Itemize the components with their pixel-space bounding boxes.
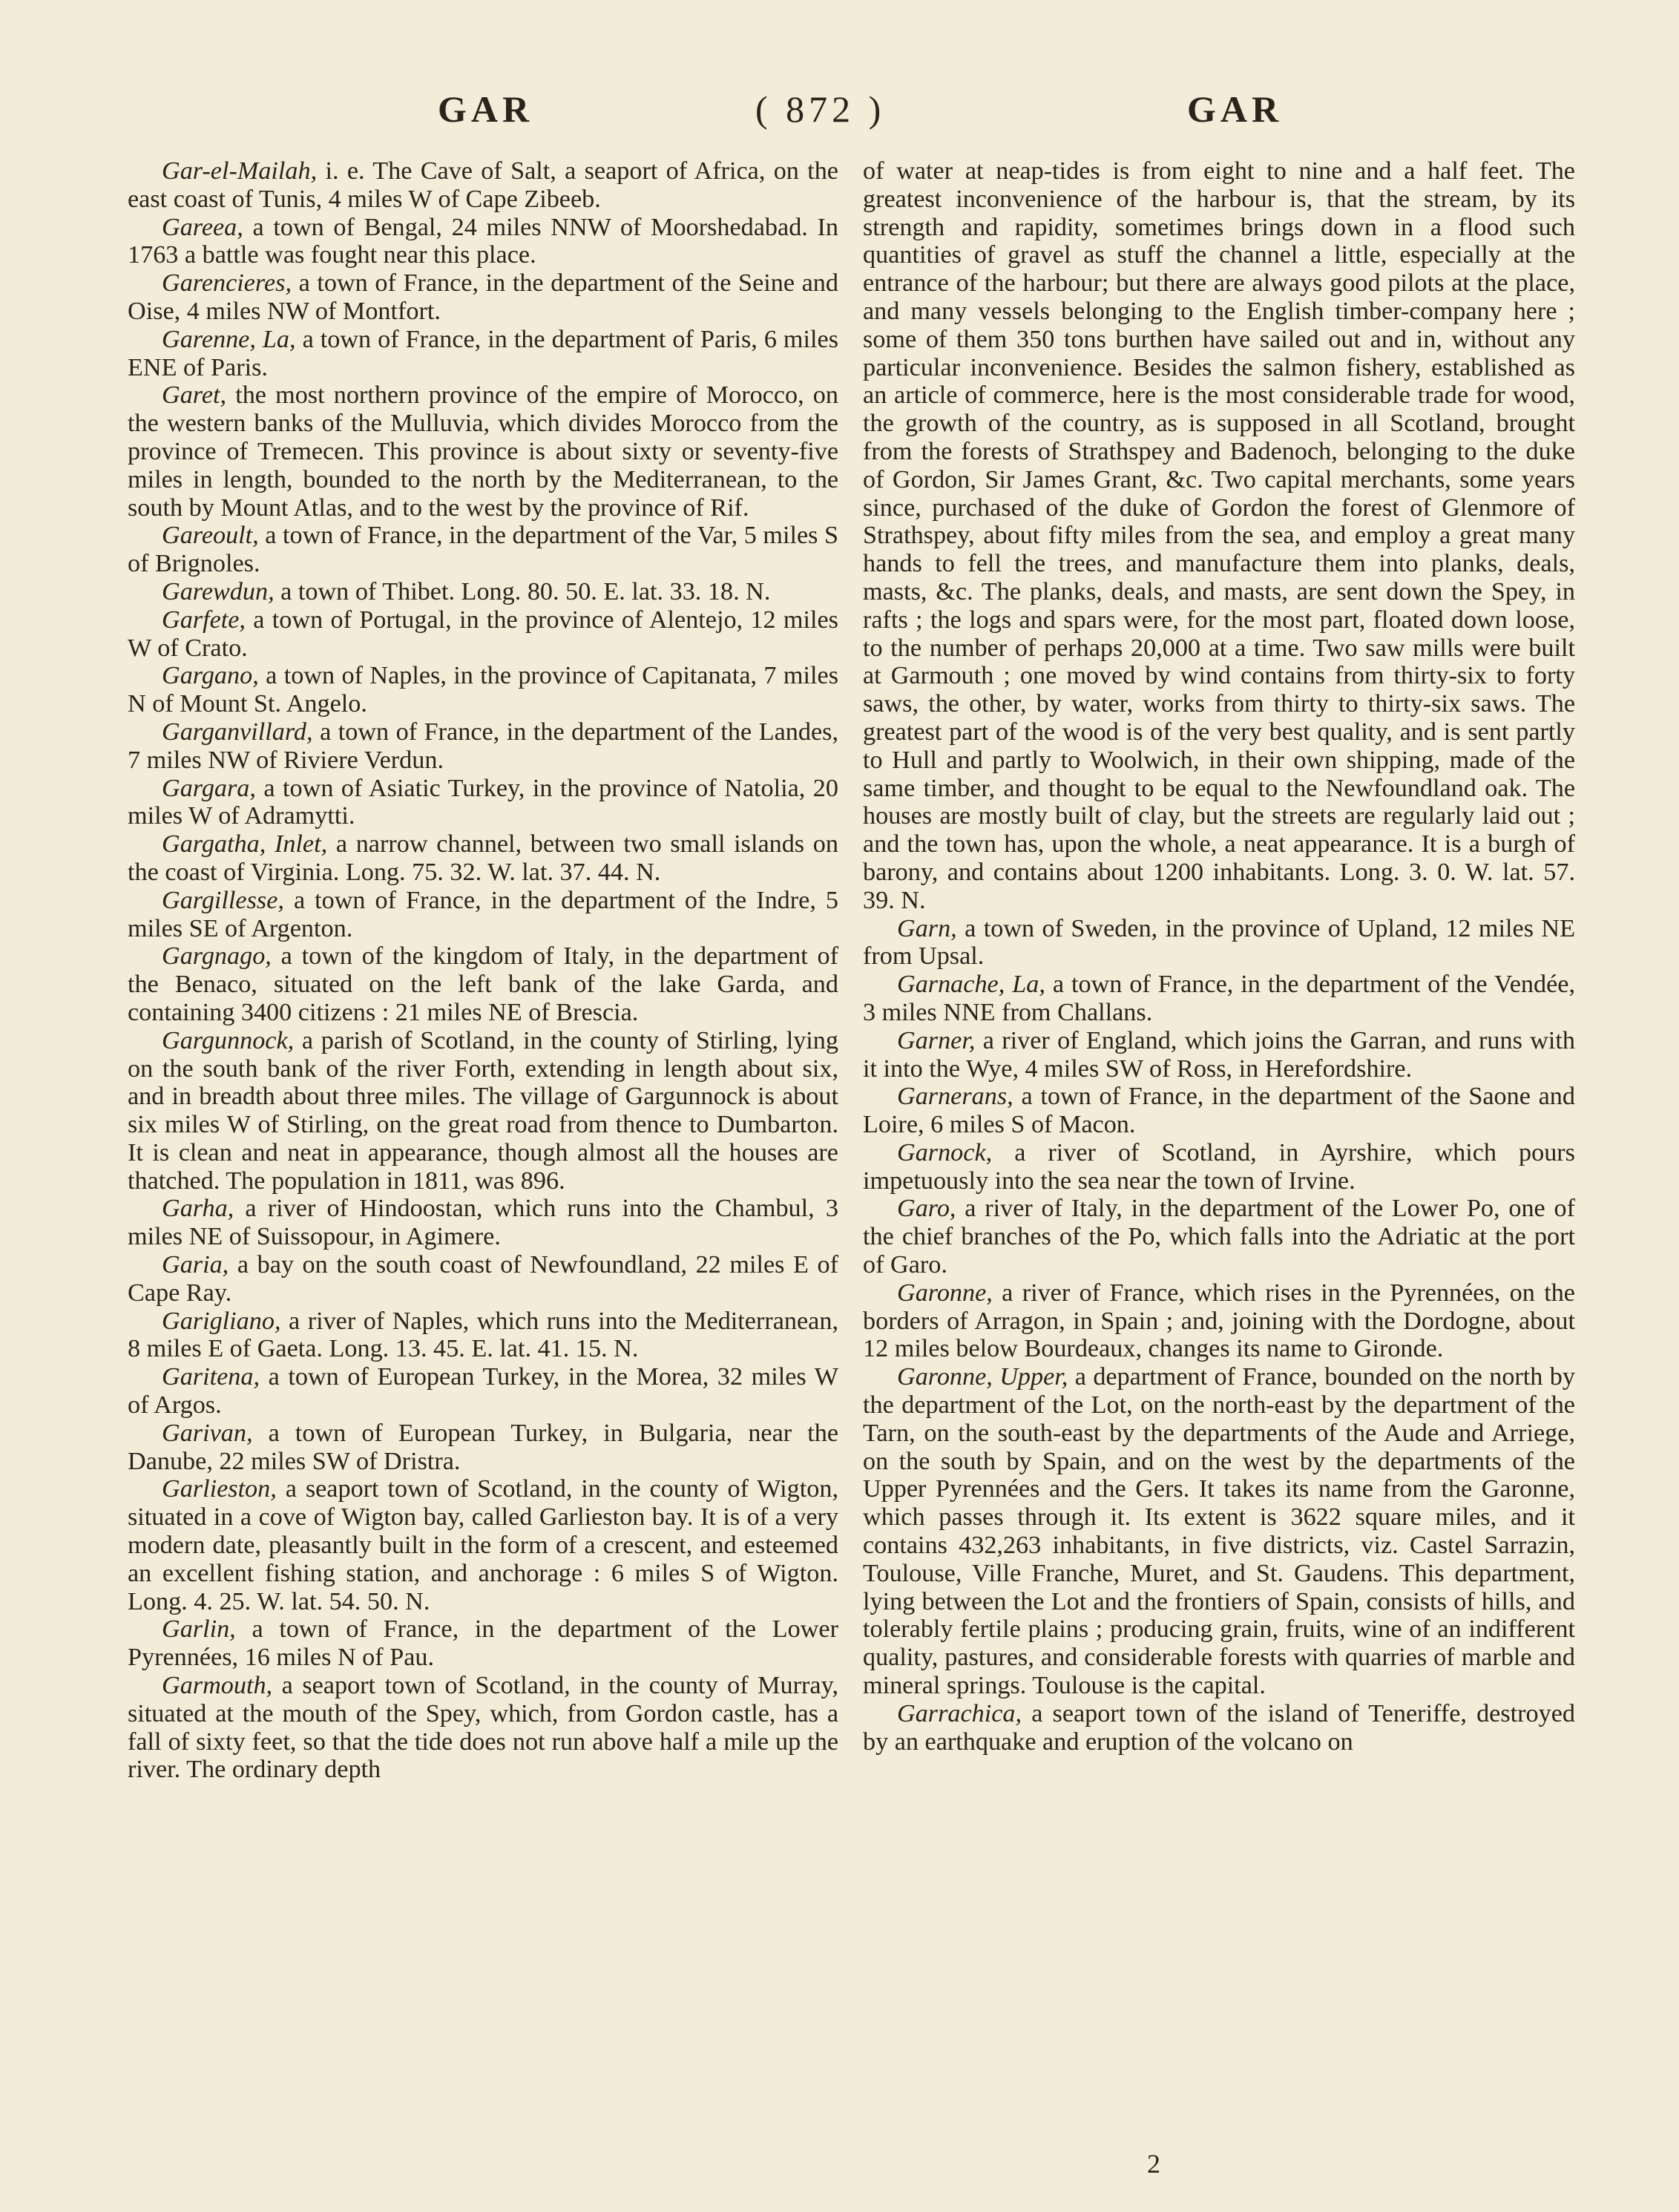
gazetteer-entry [863, 1083, 1575, 1139]
header-left: GAR [438, 88, 534, 130]
gazetteer-entry [128, 606, 838, 663]
entry-text: a parish of Scotland, in the county of Stirling, lying on the south bank of the river Forth, extending in length about six, and in breadth about three miles. The village of Gargunnock is about six miles W of Stirling, on the great road from thence to Dumbarton. It is clean and neat in appearance, though almost all the houses are thatched. The population in 1811, was 896. [128, 1026, 838, 1195]
entry-headword: Garganvillard, [162, 718, 313, 746]
entry-text: a town of France, in the department of the Var, 5 miles S of Brignoles. [128, 522, 839, 578]
entry-text: a river of France, which rises in the Pyrennées, on the borders of Arragon, in Spain ; and, joining with the Dordogne, about 12 miles below Bourdeaux, changes its name to Gironde. [863, 1279, 1575, 1363]
entry-headword: Garencieres, [162, 269, 292, 298]
gazetteer-entry [863, 1279, 1575, 1363]
entry-headword: Garlin, [162, 1615, 236, 1644]
entry-headword: Garmouth, [162, 1672, 273, 1700]
gazetteer-entry [128, 1251, 838, 1307]
entry-headword: Garha, [162, 1195, 234, 1223]
gazetteer-entry [128, 269, 838, 326]
gazetteer-entry [863, 971, 1575, 1027]
entry-headword: Gareea, [162, 213, 243, 241]
entry-text: a department of France, bounded on the north by the department of the Lot, on the north-east by the department of the Tarn, on the south-east by the departments of the Aude and Arriege, on the south by Spain, and on the west by the departments of the Upper Pyrennées and the Gers. It takes its name from the Garonne, which passes through it. Its extent is 3622 square miles, and it contains 432,263 inhabitants, in five districts, viz. Castel Sarrazin, Toulouse, Ville Franche, Muret, and St. Gaudens. This department, lying between the Lot and the frontiers of Spain, consists of hills, and tolerably fertile plains ; producing grain, fruits, wine of an indifferent quality, pastures, and considerable forests with quarries of marble and mineral springs. Toulouse is the capital. [863, 1363, 1575, 1700]
gazetteer-entry [128, 887, 838, 943]
gazetteer-entry [863, 157, 1575, 915]
entry-text: a seaport town of Scotland, in the county of Wigton, situated in a cove of Wigton bay, called Garlieston bay. It is of a very modern date, pleasantly built in the form of a crescent, and esteemed an excellent fishing station, and anchorage : 6 miles S of Wigton. Long. 4. 25. W. lat. 54. 50. N. [128, 1475, 838, 1615]
entry-headword: Garnache, La, [897, 971, 1045, 999]
entry-headword: Garewdun, [162, 577, 275, 605]
gazetteer-entry [863, 1700, 1575, 1756]
gazetteer-entry [863, 1363, 1575, 1700]
entry-text: of water at neap-tides is from eight to nine and a half feet. The greatest inconvenience of the harbour is, that the stream, by its strength and rapidity, sometimes brings down in a flood such quantities of gravel as stuff the channel a little, especially at the entrance of the harbour; but there are always good pilots at the place, and many vessels belonging to the English timber-company here ; some of them 350 tons burthen have sailed out and in, without any particular inconvenience. Besides the salmon fishery, established as an article of commerce, here is the most considerable trade for wood, the growth of the country, as is supposed in all Scotland, brought from the forests of Strathspey and Badenoch, belonging to the duke of Gordon, Sir James Grant, &c. Two capital merchants, some years since, purchased of the duke of Gordon the forest of Glenmore of Strathspey, about fifty miles from the sea, and employ a great many hands to fell the trees, and manufacture them into planks, deals, masts, &c. The planks, deals, and masts, are sent down the Spey, in rafts ; the logs and spars were, for the most part, floated down loose, to the number of perhaps 20,000 at a time. Two saw mills were built at Garmouth ; one moved by wind contains from thirty-six to forty saws, the other, by water, works from thirty to thirty-six saws. The greatest part of the wood is of the very best quality, and is sent partly to Hull and partly to Woolwich, in their own shipping, made of the same timber, and thought to be equal to the Newfoundland oak. The houses are mostly built of clay, but the streets are regularly laid out ; and the town has, upon the whole, a neat appearance. It is a burgh of barony, and contains about 1200 inhabitants. Long. 3. 0. W. lat. 57. 39. N. [863, 157, 1575, 914]
entry-text: the most northern province of the empire of Morocco, on the western banks of the Mulluvia, which divides Morocco from the province of Tremecen. This province is about sixty or seventy-five miles in length, bounded to the north by the Mediterranean, to the south by Mount Atlas, and to the west by the province of Rif. [128, 381, 838, 522]
entry-headword: Gargano, [162, 662, 259, 690]
entry-text: a town of the kingdom of Italy, in the department of the Benaco, situated on the left bank of the lake Garda, and containing 3400 citizens : 21 miles NE of Brescia. [128, 942, 838, 1026]
gazetteer-entry [128, 326, 838, 382]
entry-text: a town of France, in the department of the Seine and Oise, 4 miles NW of Montfort. [128, 269, 838, 325]
entry-text: a seaport town of Scotland, in the county of Murray, situated at the mouth of the Spey, which, from Gordon castle, has a fall of sixty feet, so that the tide does not run above half a mile up the river. The ordinary depth [128, 1672, 838, 1784]
entry-text: i. e. The Cave of Salt, a seaport of Africa, on the east coast of Tunis, 4 miles W of Cape Zibeeb. [128, 157, 838, 213]
right-column [863, 157, 1575, 1756]
entry-headword: Garo, [897, 1195, 956, 1223]
entry-headword: Garenne, La, [162, 325, 296, 353]
gazetteer-entry [128, 775, 838, 831]
entry-text: a town of European Turkey, in the Morea, 32 miles W of Argos. [128, 1363, 838, 1420]
gazetteer-entry [128, 1307, 838, 1364]
gazetteer-entry [863, 915, 1575, 971]
entry-headword: Garnock, [897, 1138, 993, 1166]
entry-headword: Gargillesse, [162, 886, 284, 914]
gazetteer-entry [128, 1615, 838, 1672]
entry-text: a town of France, in the department of the Lower Pyrennées, 16 miles N of Pau. [128, 1615, 838, 1672]
entry-text: a town of Sweden, in the province of Upland, 12 miles NE from Upsal. [863, 914, 1575, 971]
header-right: GAR [1187, 88, 1284, 130]
entry-headword: Garet, [162, 381, 227, 410]
gazetteer-entry [128, 718, 838, 775]
entry-text: a town of France, in the department of the Indre, 5 miles SE of Argenton. [128, 886, 838, 942]
entry-text: a town of European Turkey, in Bulgaria, near the Danube, 22 miles SW of Dristra. [128, 1419, 838, 1475]
entry-headword: Garnerans, [897, 1083, 1013, 1111]
gazetteer-entry [128, 1672, 838, 1784]
gazetteer-entry [128, 522, 838, 578]
gazetteer-entry [128, 381, 838, 522]
gazetteer-entry [128, 1475, 838, 1615]
entry-headword: Garigliano, [162, 1307, 281, 1335]
entry-text: a town of Thibet. Long. 80. 50. E. lat. 33. 18. N. [274, 577, 771, 605]
gazetteer-entry [128, 1420, 838, 1476]
entry-text: a river of Scotland, in Ayrshire, which pours impetuously into the sea near the town of Irvine. [863, 1138, 1575, 1195]
entry-headword: Garia, [162, 1251, 229, 1279]
entry-headword: Gargnago, [162, 942, 272, 971]
entry-text: a town of Portugal, in the province of Alentejo, 12 miles W of Crato. [128, 605, 838, 662]
entry-headword: Garfete, [162, 605, 246, 634]
entry-text: a river of England, which joins the Garran, and runs with it into the Wye, 4 miles SW of Ross, in Herefordshire. [863, 1026, 1575, 1083]
entry-text: a town of France, in the department of Paris, 6 miles ENE of Paris. [128, 325, 838, 381]
signature-mark: 2 [1147, 2149, 1160, 2179]
gazetteer-entry [128, 214, 838, 270]
entry-text: a town of Asiatic Turkey, in the province of Natolia, 20 miles W of Adramytti. [128, 774, 838, 830]
entry-headword: Garner, [897, 1026, 976, 1054]
entry-text: a town of France, in the department of the Vendée, 3 miles NNE from Challans. [863, 971, 1575, 1026]
entry-text: a town of Naples, in the province of Capitanata, 7 miles N of Mount St. Angelo. [128, 662, 838, 718]
entry-headword: Garn, [897, 914, 957, 942]
left-column [128, 157, 838, 1784]
gazetteer-entry [863, 1027, 1575, 1083]
running-header [0, 88, 1679, 140]
entry-headword: Gar-el-Mailah, [162, 157, 318, 185]
entry-headword: Garonne, [897, 1279, 993, 1307]
gazetteer-entry [863, 1139, 1575, 1195]
entry-text: a river of Hindoostan, which runs into the Chambul, 3 miles NE of Suissopour, in Agimere. [128, 1195, 838, 1251]
gazetteer-entry [128, 662, 838, 718]
entry-text: a river of Naples, which runs into the Mediterranean, 8 miles E of Gaeta. Long. 13. 45. E. lat. 41. 15. N. [128, 1307, 838, 1363]
gazetteer-entry [128, 157, 838, 214]
entry-headword: Garlieston, [162, 1475, 277, 1503]
entry-text: a seaport town of the island of Teneriffe, destroyed by an earthquake and eruption of the volcano on [863, 1699, 1575, 1756]
gazetteer-entry [128, 1363, 838, 1420]
entry-text: a narrow channel, between two small islands on the coast of Virginia. Long. 75. 32. W. lat. 37. 44. N. [128, 830, 838, 886]
gazetteer-entry [128, 578, 838, 606]
gazetteer-entry [128, 942, 838, 1026]
gazetteer-entry [128, 1195, 838, 1251]
entry-text: a town of France, in the department of the Saone and Loire, 6 miles S of Macon. [863, 1083, 1575, 1139]
entry-headword: Gareoult, [162, 522, 259, 550]
page-number: ( 872 ) [755, 88, 886, 130]
entry-text: a town of Bengal, 24 miles NNW of Moorshedabad. In 1763 a battle was fought near this place. [128, 213, 838, 269]
gazetteer-entry [863, 1195, 1575, 1279]
entry-text: a bay on the south coast of Newfoundland, 22 miles E of Cape Ray. [128, 1251, 838, 1307]
entry-headword: Gargunnock, [162, 1026, 295, 1054]
entry-headword: Gargara, [162, 774, 256, 802]
entry-headword: Gargatha, Inlet, [162, 830, 328, 859]
entry-text: a town of France, in the department of the Landes, 7 miles NW of Riviere Verdun. [128, 718, 838, 774]
entry-headword: Garivan, [162, 1419, 253, 1447]
entry-headword: Garonne, Upper, [897, 1363, 1068, 1391]
entry-text: a river of Italy, in the department of the Lower Po, one of the chief branches of the Po, which falls into the Adriatic at the port of Garo. [863, 1195, 1575, 1279]
gazetteer-entry [128, 1027, 838, 1195]
entry-headword: Garitena, [162, 1363, 260, 1391]
entry-headword: Garrachica, [897, 1699, 1022, 1727]
gazetteer-entry [128, 830, 838, 887]
